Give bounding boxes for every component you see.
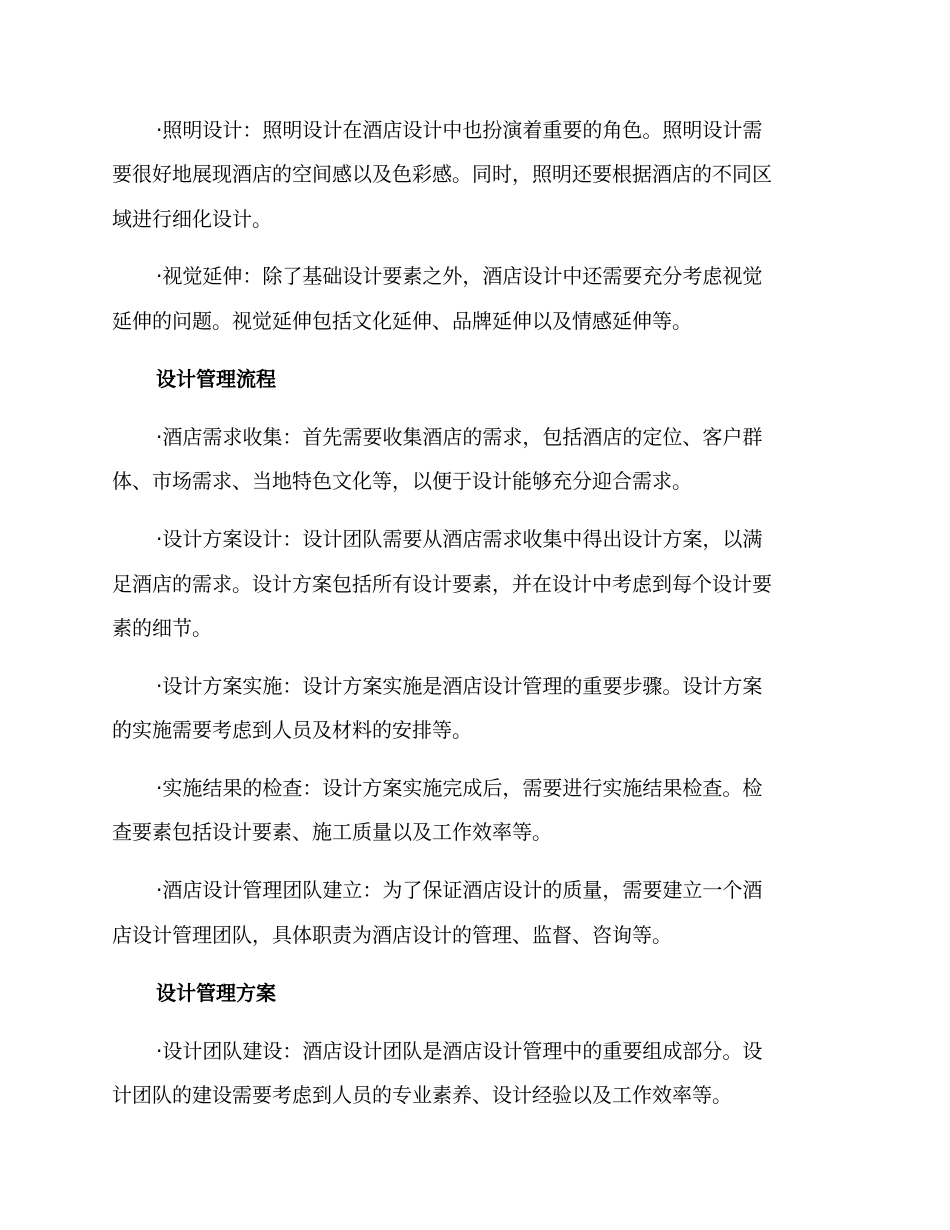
paragraph-implementation-line-2: 的实施需要考虑到人员及材料的安排等。 — [112, 718, 472, 742]
paragraph-implementation-line-1: ·设计方案实施：设计方案实施是酒店设计管理的重要步骤。设计方案 — [156, 674, 763, 698]
paragraph-team-establishment-line-1: ·酒店设计管理团队建立：为了保证酒店设计的质量，需要建立一个酒 — [156, 878, 763, 902]
section-heading-process: 设计管理流程 — [156, 367, 276, 391]
paragraph-scheme-design-line-3: 素的细节。 — [112, 616, 212, 640]
paragraph-lighting-line-3: 域进行细化设计。 — [112, 207, 272, 231]
paragraph-visual-extension-line-1: ·视觉延伸：除了基础设计要素之外，酒店设计中还需要充分考虑视觉 — [156, 264, 763, 288]
paragraph-visual-extension-line-2: 延伸的问题。视觉延伸包括文化延伸、品牌延伸以及情感延伸等。 — [112, 309, 692, 333]
paragraph-lighting-line-2: 要很好地展现酒店的空间感以及色彩感。同时，照明还要根据酒店的不同区 — [112, 162, 772, 186]
paragraph-scheme-design-line-1: ·设计方案设计：设计团队需要从酒店需求收集中得出设计方案，以满 — [156, 527, 763, 551]
paragraph-team-establishment-line-2: 店设计管理团队，具体职责为酒店设计的管理、监督、咨询等。 — [112, 923, 672, 947]
paragraph-inspection-line-2: 查要素包括设计要素、施工质量以及工作效率等。 — [112, 820, 552, 844]
paragraph-lighting-line-1: ·照明设计：照明设计在酒店设计中也扮演着重要的角色。照明设计需 — [156, 118, 763, 142]
section-heading-plan: 设计管理方案 — [156, 981, 276, 1005]
paragraph-requirement-collection-line-1: ·酒店需求收集：首先需要收集酒店的需求，包括酒店的定位、客户群 — [156, 425, 763, 449]
paragraph-requirement-collection-line-2: 体、市场需求、当地特色文化等，以便于设计能够充分迎合需求。 — [112, 469, 692, 493]
paragraph-inspection-line-1: ·实施结果的检查：设计方案实施完成后，需要进行实施结果检查。检 — [156, 776, 763, 800]
paragraph-team-building-line-2: 计团队的建设需要考虑到人员的专业素养、设计经验以及工作效率等。 — [112, 1083, 732, 1107]
paragraph-scheme-design-line-2: 足酒店的需求。设计方案包括所有设计要素，并在设计中考虑到每个设计要 — [112, 572, 772, 596]
paragraph-team-building-line-1: ·设计团队建设：酒店设计团队是酒店设计管理中的重要组成部分。设 — [156, 1039, 763, 1063]
